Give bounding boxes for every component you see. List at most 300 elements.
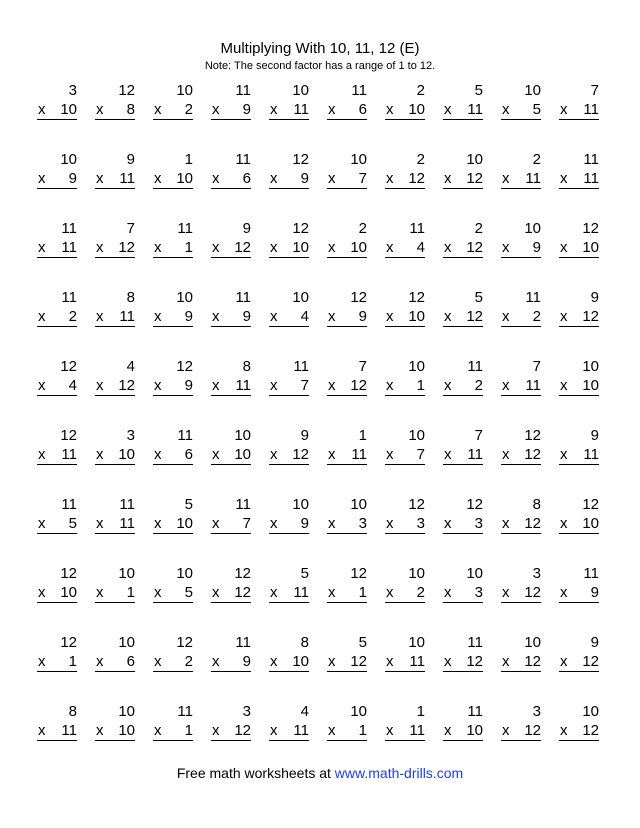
second-factor: 9	[300, 170, 309, 187]
second-factor: 2	[68, 308, 77, 325]
second-factor-row	[269, 721, 309, 741]
second-factor: 9	[300, 515, 309, 532]
second-factor: 9	[184, 308, 193, 325]
second-factor-row	[443, 169, 483, 189]
problem	[327, 357, 367, 405]
first-factor: 12	[176, 358, 193, 375]
second-factor: 1	[416, 377, 425, 394]
multiply-operator: x	[38, 515, 46, 532]
second-factor-row	[443, 376, 483, 396]
multiply-operator: x	[38, 446, 46, 463]
first-factor: 11	[293, 358, 309, 375]
second-factor: 10	[118, 722, 135, 739]
second-factor: 10	[176, 170, 193, 187]
first-factor: 8	[126, 289, 135, 306]
second-factor-row	[559, 652, 599, 672]
problem	[385, 633, 425, 681]
multiply-operator: x	[386, 308, 394, 325]
problem	[211, 702, 251, 750]
multiply-operator: x	[328, 653, 336, 670]
first-factor: 10	[524, 82, 541, 99]
second-factor-row	[269, 583, 309, 603]
problem	[37, 81, 77, 129]
problem	[269, 288, 309, 336]
multiply-operator: x	[560, 239, 568, 256]
first-factor: 12	[408, 289, 425, 306]
first-factor: 12	[60, 427, 77, 444]
second-factor: 2	[184, 653, 193, 670]
second-factor: 11	[293, 722, 309, 739]
second-factor-row	[269, 307, 309, 327]
second-factor-row	[153, 583, 193, 603]
second-factor: 12	[292, 446, 309, 463]
second-factor: 6	[126, 653, 135, 670]
second-factor-row	[443, 307, 483, 327]
second-factor-row	[385, 583, 425, 603]
problem	[501, 495, 541, 543]
first-factor: 5	[474, 82, 483, 99]
problem	[559, 426, 599, 474]
second-factor: 11	[293, 101, 309, 118]
problem	[443, 288, 483, 336]
second-factor-row	[501, 652, 541, 672]
multiply-operator: x	[328, 377, 336, 394]
second-factor: 9	[532, 239, 541, 256]
second-factor-row	[95, 652, 135, 672]
problem	[153, 219, 193, 267]
problem	[501, 564, 541, 612]
multiply-operator: x	[38, 722, 46, 739]
multiply-operator: x	[96, 446, 104, 463]
first-factor: 1	[416, 703, 425, 720]
multiply-operator: x	[502, 170, 510, 187]
first-factor: 7	[590, 82, 599, 99]
multiply-operator: x	[444, 377, 452, 394]
problem	[269, 357, 309, 405]
problem	[95, 288, 135, 336]
multiply-operator: x	[328, 446, 336, 463]
first-factor: 9	[300, 427, 309, 444]
first-factor: 11	[235, 289, 251, 306]
first-factor: 12	[582, 496, 599, 513]
first-factor: 10	[350, 496, 367, 513]
multiply-operator: x	[386, 722, 394, 739]
second-factor: 1	[68, 653, 77, 670]
second-factor-row	[559, 583, 599, 603]
multiply-operator: x	[96, 170, 104, 187]
first-factor: 10	[466, 151, 483, 168]
problem	[37, 357, 77, 405]
problem	[385, 702, 425, 750]
first-factor: 5	[184, 496, 193, 513]
second-factor-row	[327, 721, 367, 741]
second-factor: 11	[61, 722, 77, 739]
problem	[501, 357, 541, 405]
multiply-operator: x	[502, 377, 510, 394]
first-factor: 1	[184, 151, 193, 168]
first-factor: 10	[292, 289, 309, 306]
first-factor: 10	[582, 703, 599, 720]
first-factor: 12	[524, 427, 541, 444]
second-factor: 12	[524, 584, 541, 601]
first-factor: 5	[300, 565, 309, 582]
first-factor: 8	[242, 358, 251, 375]
second-factor-row	[443, 721, 483, 741]
footer-text: Free math worksheets at	[176, 765, 335, 781]
first-factor: 3	[532, 703, 541, 720]
second-factor: 10	[292, 653, 309, 670]
first-factor: 11	[467, 358, 483, 375]
problem	[153, 495, 193, 543]
first-factor: 12	[118, 82, 135, 99]
second-factor: 11	[293, 584, 309, 601]
second-factor-row	[385, 514, 425, 534]
problem	[385, 288, 425, 336]
second-factor-row	[153, 100, 193, 120]
multiply-operator: x	[270, 653, 278, 670]
footer-link[interactable]: www.math-drills.com	[334, 765, 464, 781]
second-factor-row	[211, 238, 251, 258]
second-factor: 11	[467, 101, 483, 118]
multiply-operator: x	[444, 446, 452, 463]
multiply-operator: x	[560, 377, 568, 394]
problem	[95, 81, 135, 129]
multiply-operator: x	[212, 653, 220, 670]
problem	[559, 633, 599, 681]
second-factor-row	[385, 376, 425, 396]
first-factor: 11	[61, 220, 77, 237]
first-factor: 9	[590, 289, 599, 306]
multiply-operator: x	[154, 377, 162, 394]
second-factor-row	[443, 238, 483, 258]
second-factor: 1	[184, 239, 193, 256]
problem	[501, 288, 541, 336]
problem	[37, 150, 77, 198]
second-factor-row	[95, 169, 135, 189]
problem	[443, 633, 483, 681]
problem	[95, 150, 135, 198]
second-factor: 5	[68, 515, 77, 532]
problem	[385, 150, 425, 198]
multiply-operator: x	[154, 308, 162, 325]
second-factor: 11	[583, 446, 599, 463]
problem	[153, 357, 193, 405]
second-factor-row	[211, 652, 251, 672]
multiply-operator: x	[96, 239, 104, 256]
second-factor: 6	[184, 446, 193, 463]
first-factor: 9	[242, 220, 251, 237]
problem	[269, 633, 309, 681]
problem	[153, 150, 193, 198]
second-factor-row	[211, 445, 251, 465]
problem	[37, 288, 77, 336]
second-factor: 9	[590, 584, 599, 601]
first-factor: 11	[177, 220, 193, 237]
first-factor: 11	[61, 496, 77, 513]
multiply-operator: x	[328, 308, 336, 325]
second-factor-row	[501, 514, 541, 534]
second-factor-row	[385, 721, 425, 741]
second-factor-row	[37, 100, 77, 120]
second-factor: 9	[242, 653, 251, 670]
multiply-operator: x	[502, 722, 510, 739]
multiply-operator: x	[502, 308, 510, 325]
second-factor-row	[95, 583, 135, 603]
second-factor-row	[211, 376, 251, 396]
second-factor: 8	[126, 101, 135, 118]
problem	[37, 702, 77, 750]
first-factor: 3	[126, 427, 135, 444]
multiply-operator: x	[212, 377, 220, 394]
second-factor: 12	[524, 515, 541, 532]
problem	[211, 81, 251, 129]
second-factor: 5	[532, 101, 541, 118]
problem	[269, 702, 309, 750]
second-factor-row	[327, 583, 367, 603]
second-factor: 11	[351, 446, 367, 463]
problem	[211, 219, 251, 267]
multiply-operator: x	[502, 239, 510, 256]
second-factor-row	[559, 169, 599, 189]
first-factor: 10	[118, 634, 135, 651]
multiply-operator: x	[386, 239, 394, 256]
problem	[95, 564, 135, 612]
multiply-operator: x	[386, 170, 394, 187]
second-factor-row	[559, 376, 599, 396]
problem	[385, 81, 425, 129]
multiply-operator: x	[444, 584, 452, 601]
second-factor: 11	[235, 377, 251, 394]
problem	[443, 81, 483, 129]
multiply-operator: x	[270, 722, 278, 739]
problem	[37, 633, 77, 681]
multiply-operator: x	[270, 584, 278, 601]
second-factor: 2	[474, 377, 483, 394]
second-factor-row	[269, 169, 309, 189]
second-factor-row	[37, 652, 77, 672]
second-factor-row	[327, 100, 367, 120]
second-factor-row	[501, 307, 541, 327]
second-factor: 1	[358, 584, 367, 601]
multiply-operator: x	[154, 446, 162, 463]
multiply-operator: x	[38, 101, 46, 118]
problem	[501, 150, 541, 198]
problem	[37, 495, 77, 543]
first-factor: 11	[235, 634, 251, 651]
second-factor-row	[269, 514, 309, 534]
multiply-operator: x	[328, 170, 336, 187]
multiply-operator: x	[386, 515, 394, 532]
first-factor: 11	[61, 289, 77, 306]
first-factor: 11	[177, 427, 193, 444]
problem	[269, 81, 309, 129]
second-factor: 12	[524, 722, 541, 739]
problem	[327, 81, 367, 129]
second-factor-row	[501, 583, 541, 603]
first-factor: 12	[350, 289, 367, 306]
second-factor: 12	[466, 239, 483, 256]
first-factor: 10	[524, 220, 541, 237]
problem	[559, 702, 599, 750]
problem	[153, 564, 193, 612]
problem	[327, 150, 367, 198]
first-factor: 2	[474, 220, 483, 237]
second-factor-row	[385, 652, 425, 672]
problem	[385, 219, 425, 267]
second-factor: 12	[466, 308, 483, 325]
problem	[443, 702, 483, 750]
second-factor-row	[443, 100, 483, 120]
problem	[443, 564, 483, 612]
first-factor: 10	[118, 703, 135, 720]
second-factor: 11	[61, 446, 77, 463]
multiply-operator: x	[154, 239, 162, 256]
first-factor: 12	[292, 220, 309, 237]
problem	[211, 633, 251, 681]
second-factor: 9	[358, 308, 367, 325]
problem	[153, 288, 193, 336]
second-factor-row	[95, 721, 135, 741]
first-factor: 2	[416, 82, 425, 99]
second-factor-row	[95, 100, 135, 120]
problem	[269, 219, 309, 267]
problem	[327, 219, 367, 267]
second-factor: 10	[408, 308, 425, 325]
multiply-operator: x	[38, 239, 46, 256]
second-factor-row	[559, 445, 599, 465]
second-factor: 9	[242, 101, 251, 118]
second-factor-row	[153, 514, 193, 534]
multiply-operator: x	[154, 584, 162, 601]
second-factor: 7	[358, 170, 367, 187]
second-factor-row	[153, 376, 193, 396]
second-factor: 12	[466, 170, 483, 187]
first-factor: 10	[350, 151, 367, 168]
first-factor: 12	[176, 634, 193, 651]
first-factor: 11	[177, 703, 193, 720]
multiply-operator: x	[502, 515, 510, 532]
second-factor-row	[443, 514, 483, 534]
worksheet-note: Note: The second factor has a range of 1 to 12.	[204, 60, 436, 72]
first-factor: 3	[242, 703, 251, 720]
problem	[443, 150, 483, 198]
first-factor: 12	[60, 358, 77, 375]
multiply-operator: x	[212, 515, 220, 532]
second-factor: 10	[408, 101, 425, 118]
second-factor: 10	[292, 239, 309, 256]
multiply-operator: x	[502, 584, 510, 601]
problem	[269, 564, 309, 612]
second-factor: 5	[184, 584, 193, 601]
first-factor: 11	[583, 151, 599, 168]
multiply-operator: x	[386, 377, 394, 394]
problem	[559, 150, 599, 198]
first-factor: 10	[350, 703, 367, 720]
second-factor: 10	[582, 515, 599, 532]
second-factor-row	[269, 238, 309, 258]
second-factor-row	[501, 169, 541, 189]
worksheet-title: Multiplying With 10, 11, 12 (E)	[220, 40, 420, 57]
second-factor-row	[37, 721, 77, 741]
first-factor: 11	[583, 565, 599, 582]
second-factor-row	[269, 445, 309, 465]
first-factor: 11	[235, 496, 251, 513]
second-factor-row	[559, 307, 599, 327]
second-factor: 7	[300, 377, 309, 394]
problem	[559, 564, 599, 612]
first-factor: 10	[234, 427, 251, 444]
multiply-operator: x	[96, 653, 104, 670]
second-factor-row	[501, 445, 541, 465]
second-factor-row	[327, 376, 367, 396]
second-factor-row	[385, 238, 425, 258]
multiply-operator: x	[560, 584, 568, 601]
problem	[501, 702, 541, 750]
problem	[37, 564, 77, 612]
first-factor: 10	[60, 151, 77, 168]
second-factor: 11	[409, 722, 425, 739]
second-factor: 3	[474, 584, 483, 601]
multiply-operator: x	[560, 308, 568, 325]
first-factor: 10	[176, 565, 193, 582]
first-factor: 4	[300, 703, 309, 720]
second-factor-row	[153, 445, 193, 465]
problem	[559, 357, 599, 405]
multiply-operator: x	[502, 653, 510, 670]
first-factor: 4	[126, 358, 135, 375]
multiply-operator: x	[560, 515, 568, 532]
problem	[269, 495, 309, 543]
second-factor-row	[153, 652, 193, 672]
second-factor-row	[443, 445, 483, 465]
first-factor: 12	[60, 565, 77, 582]
second-factor-row	[95, 238, 135, 258]
second-factor-row	[559, 514, 599, 534]
first-factor: 5	[474, 289, 483, 306]
second-factor-row	[37, 514, 77, 534]
first-factor: 2	[532, 151, 541, 168]
problem	[501, 81, 541, 129]
second-factor-row	[269, 100, 309, 120]
second-factor: 11	[119, 515, 135, 532]
second-factor: 12	[524, 446, 541, 463]
second-factor: 9	[242, 308, 251, 325]
first-factor: 11	[351, 82, 367, 99]
first-factor: 10	[466, 565, 483, 582]
first-factor: 10	[408, 358, 425, 375]
second-factor-row	[385, 169, 425, 189]
problem	[269, 426, 309, 474]
second-factor-row	[37, 376, 77, 396]
second-factor: 11	[583, 101, 599, 118]
first-factor: 12	[234, 565, 251, 582]
first-factor: 9	[126, 151, 135, 168]
problem	[327, 564, 367, 612]
first-factor: 10	[118, 565, 135, 582]
multiply-operator: x	[560, 170, 568, 187]
second-factor: 11	[119, 308, 135, 325]
multiply-operator: x	[38, 653, 46, 670]
second-factor: 1	[358, 722, 367, 739]
problem	[95, 357, 135, 405]
second-factor-row	[327, 238, 367, 258]
problem	[327, 495, 367, 543]
second-factor: 7	[416, 446, 425, 463]
second-factor: 10	[582, 377, 599, 394]
first-factor: 10	[582, 358, 599, 375]
problem	[327, 426, 367, 474]
multiply-operator: x	[444, 101, 452, 118]
